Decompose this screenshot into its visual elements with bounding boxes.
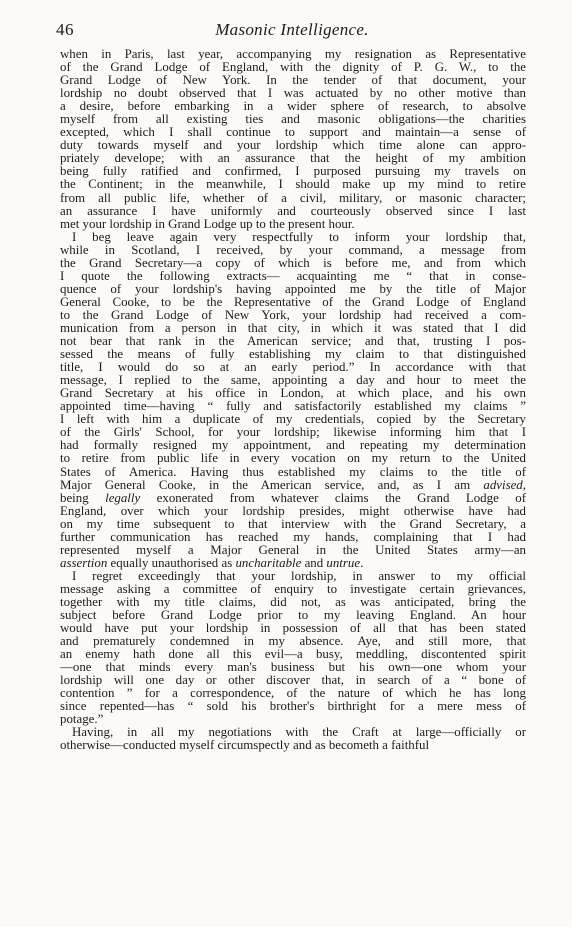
text-line: from all public life, whether of a civil, military, or masonic character; <box>60 190 526 205</box>
text-line: an enemy hath done all this evil—a busy, meddling, discontented spirit <box>60 647 526 662</box>
running-title: Masonic Intelligence. <box>215 20 369 39</box>
text-line: met your lordship in Grand Lodge up to the present hour. <box>60 216 355 231</box>
text-line: to the Grand Lodge of New York, your lordship had received a com- <box>60 307 526 322</box>
text-line: to retire from public life in every vocation on my return to the United <box>60 451 526 466</box>
text-line: Grand Lodge of New York. In the tender of that document, your <box>60 73 526 88</box>
text-line: I quote the following extracts— acquainting me “ that in conse- <box>60 268 526 283</box>
text-line: while in Scotland, I received, by your command, a message from <box>60 242 526 257</box>
text-line: contention ” for a correspondence, of the nature of which he has long <box>60 686 526 701</box>
text-line: General Cooke, to be the Representative of the Grand Lodge of England <box>60 294 526 309</box>
text-line: message, I replied to the same, appointing a day and hour to meet the <box>60 373 526 388</box>
paragraph <box>60 570 526 727</box>
text-line: represented myself a Major General in the United States army—an <box>60 542 526 557</box>
text-line: an assurance I have uniformly and courteously observed since I last <box>60 203 526 218</box>
text-line: being fully ratified and confirmed, I purposed pursuing my travels on <box>60 164 526 179</box>
text-line: Major General Cooke, in the American service, and, as I am advised, <box>60 477 526 492</box>
text-line: on my time subsequent to that interview with the Grand Secretary, a <box>60 516 526 531</box>
page-number: 46 <box>56 20 74 39</box>
text-line: duty towards myself and your lordship which time alone can appro- <box>60 138 526 153</box>
text-line: appointed time—having “ fully and satisfactorily established my claims ” <box>60 399 526 414</box>
text-line: a desire, before embarking in a wider sphere of research, to absolve <box>60 99 526 114</box>
text-line: the Grand Secretary—a copy of which is before me, and from which <box>60 255 526 270</box>
paragraph <box>60 231 526 570</box>
text-line: —one that minds every man's business but his own—one whom your <box>60 660 526 675</box>
text-line: munication from a person in that city, in which it was stated that I did <box>60 320 526 335</box>
text-line: States of America. Having thus established my claims to the title of <box>60 464 526 479</box>
text-line: of the Girls' School, for your lordship; likewise informing him that I <box>60 425 526 440</box>
text-line: and prematurely condemned in my absence. Aye, and still more, that <box>60 634 526 649</box>
text-line: I left with him a duplicate of my credentials, copied by the Secretary <box>60 412 526 427</box>
text-line: Grand Secretary at his office in London, at which place, and his own <box>60 386 526 401</box>
text-line: Having, in all my negotiations with the Craft at large—officially or <box>72 725 526 740</box>
text-line: further communication has reached my hands, complaining that I had <box>60 529 526 544</box>
text-line: lordship no doubt observed that I was actuated by no other motive than <box>60 86 526 101</box>
text-line: of the Grand Lodge of England, with the dignity of P. G. W., to the <box>60 60 526 75</box>
text-line: lordship will one day or other discover that, in search of a “ bone of <box>60 673 526 688</box>
text-line: message asking a committee of enquiry to investigate certain grievances, <box>60 581 526 596</box>
text-line: not bear that rank in the American service; and that, trusting I pos- <box>60 334 526 349</box>
text-line: quence of your lordship's having appointed me by the title of Major <box>60 281 526 296</box>
text-line: the Continent; in the meanwhile, I should make up my mind to retire <box>60 177 526 192</box>
text-line: I beg leave again very respectfully to inform your lordship that, <box>72 229 526 244</box>
text-line: together with my title claims, did not, as was anticipated, bring the <box>60 594 526 609</box>
paragraph <box>60 726 526 752</box>
text-line: when in Paris, last year, accompanying my resignation as Representative <box>60 47 526 61</box>
text-line: priately develope; with an assurance that the height of my ambition <box>60 151 526 166</box>
text-line: excepted, which I shall continue to support and maintain—a sense of <box>60 125 526 140</box>
body-text <box>60 48 526 753</box>
text-line: being legally exonerated from whatever claims the Grand Lodge of <box>60 490 526 505</box>
text-line: myself from all existing ties and masonic obligations—the charities <box>60 112 526 127</box>
text-line: England, over which your lordship presides, might otherwise have had <box>60 503 526 518</box>
text-line: sessed the means of fully establishing my claim to that distinguished <box>60 347 526 362</box>
text-line: I regret exceedingly that your lordship, in answer to my official <box>72 568 526 583</box>
paragraph <box>60 48 526 231</box>
text-line: otherwise—conducted myself circumspectly and as becometh a faithful <box>60 738 430 753</box>
running-head <box>56 20 528 42</box>
text-line: assertion equally unauthorised as uncharitable and untrue. <box>60 555 364 570</box>
text-line: since repented—has “ sold his brother's birthright for a mere mess of <box>60 699 526 714</box>
text-line: subject before Grand Lodge prior to my leaving England. An hour <box>60 608 526 623</box>
text-line: would have put your lordship in possession of all that has been stated <box>60 621 526 636</box>
text-line: had formally resigned my appointment, and repeating my determination <box>60 438 526 453</box>
text-line: potage.” <box>60 712 104 727</box>
text-line: title, I would do so at an early period.” In accordance with that <box>60 360 526 375</box>
